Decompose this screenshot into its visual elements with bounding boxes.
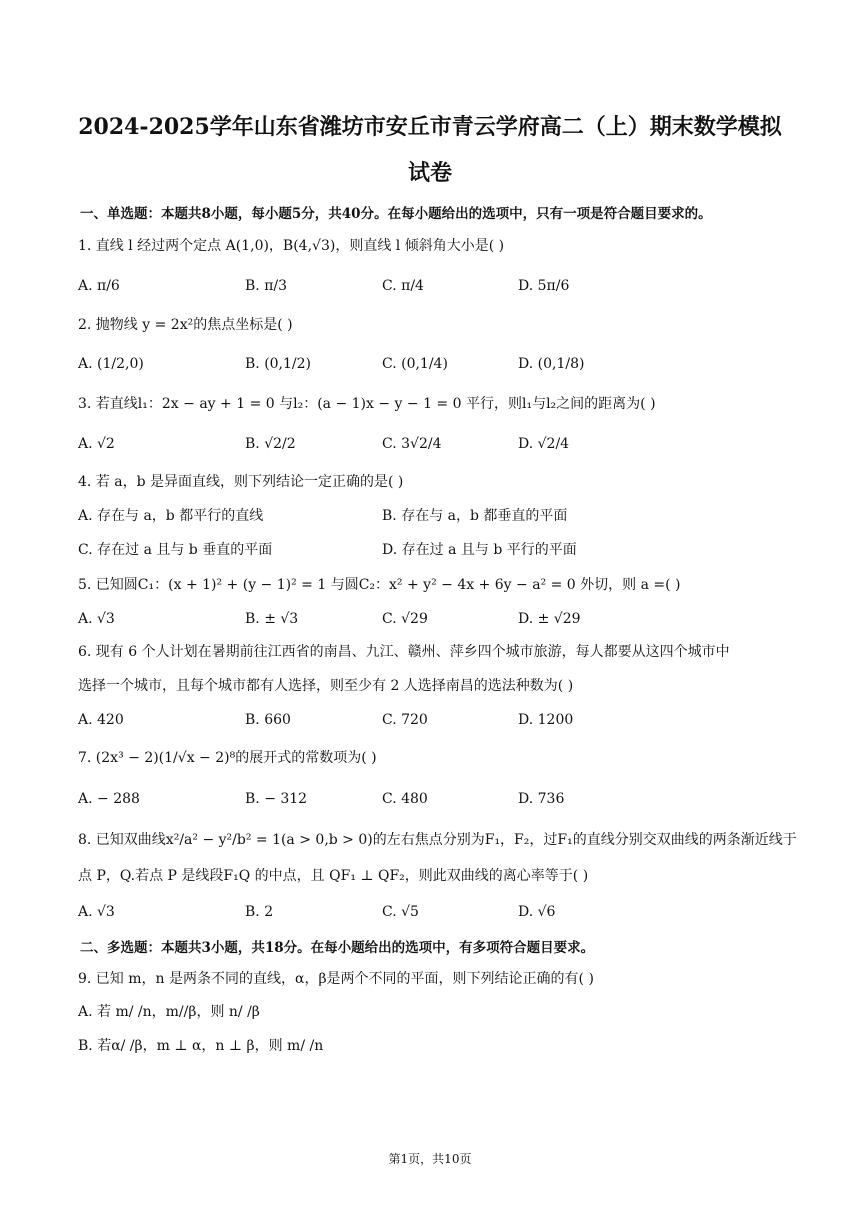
question-9: 9. 已知 m，n 是两条不同的直线，α，β是两个不同的平面，则下列结论正确的有( ) bbox=[78, 971, 594, 987]
question-7: 7. (2x³ − 2)(1/√x − 2)⁸的展开式的常数项为( ) bbox=[78, 750, 377, 766]
q4-option-c: C. 存在过 a 且与 b 垂直的平面 bbox=[78, 542, 273, 558]
q2-option-b: B. (0,1/2) bbox=[245, 356, 312, 372]
question-8-line-1: 8. 已知双曲线x²/a² − y²/b² = 1(a > 0,b > 0)的左右焦点分别为F₁，F₂，过F₁的直线分别交双曲线的两条渐近线于 bbox=[78, 832, 797, 848]
q1-option-c: C. π/4 bbox=[382, 278, 424, 294]
page-footer: 第1页，共10页 bbox=[388, 1152, 472, 1166]
q2-option-c: C. (0,1/4) bbox=[382, 356, 448, 372]
q5-option-d: D. ± √29 bbox=[518, 611, 581, 627]
section-multi-choice: 二、多选题：本题共3小题，共18分。在每小题给出的选项中，有多项符合题目要求。 bbox=[80, 940, 595, 956]
q1-option-d: D. 5π/6 bbox=[518, 278, 570, 294]
q7-option-b: B. − 312 bbox=[245, 791, 308, 807]
q6-option-b: B. 660 bbox=[245, 712, 291, 728]
q9-option-a: A. 若 m/ /n，m//β，则 n/ /β bbox=[78, 1004, 260, 1020]
section-single-choice: 一、单选题：本题共8小题，每小题5分，共40分。在每小题给出的选项中，只有一项是符合题目要求的。 bbox=[80, 206, 712, 222]
q6-option-d: D. 1200 bbox=[518, 712, 574, 728]
q3-option-d: D. √2/4 bbox=[518, 436, 570, 452]
q5-option-b: B. ± √3 bbox=[245, 611, 299, 627]
title-line-2: 试卷 bbox=[407, 160, 452, 186]
q4-option-b: B. 存在与 a，b 都垂直的平面 bbox=[382, 508, 568, 524]
question-4: 4. 若 a，b 是异面直线，则下列结论一定正确的是( ) bbox=[78, 474, 404, 490]
q7-option-d: D. 736 bbox=[518, 791, 565, 807]
q3-option-c: C. 3√2/4 bbox=[382, 436, 442, 452]
q2-option-a: A. (1/2,0) bbox=[78, 356, 144, 372]
q5-option-a: A. √3 bbox=[78, 611, 115, 627]
q3-option-a: A. √2 bbox=[78, 436, 115, 452]
question-5: 5. 已知圆C₁：(x + 1)² + (y − 1)² = 1 与圆C₂：x² + y² − 4x + 6y − a² = 0 外切，则 a =( ) bbox=[78, 577, 681, 593]
q7-option-a: A. − 288 bbox=[78, 791, 140, 807]
q5-option-c: C. √29 bbox=[382, 611, 428, 627]
q8-option-c: C. √5 bbox=[382, 904, 419, 920]
question-8-line-2: 点 P，Q.若点 P 是线段F₁Q 的中点，且 QF₁ ⊥ QF₂，则此双曲线的离心率等于( ) bbox=[78, 868, 589, 884]
question-6-line-2: 选择一个城市，且每个城市都有人选择，则至少有 2 人选择南昌的选法种数为( ) bbox=[78, 678, 574, 694]
question-1: 1. 直线 l 经过两个定点 A(1,0)，B(4,√3)，则直线 l 倾斜角大小是( ) bbox=[78, 238, 505, 254]
q1-option-b: B. π/3 bbox=[245, 278, 288, 294]
title-line-1: 2024-2025学年山东省潍坊市安丘市青云学府高二（上）期末数学模拟 bbox=[78, 114, 782, 140]
q4-option-a: A. 存在与 a，b 都平行的直线 bbox=[78, 508, 264, 524]
q2-option-d: D. (0,1/8) bbox=[518, 356, 585, 372]
question-6-line-1: 6. 现有 6 个人计划在暑期前往江西省的南昌、九江、赣州、萍乡四个城市旅游，每人都要从这四个城市中 bbox=[78, 644, 730, 660]
q4-option-d: D. 存在过 a 且与 b 平行的平面 bbox=[382, 542, 577, 558]
q1-option-a: A. π/6 bbox=[78, 278, 120, 294]
question-2: 2. 抛物线 y = 2x²的焦点坐标是( ) bbox=[78, 317, 293, 333]
q6-option-a: A. 420 bbox=[78, 712, 124, 728]
q6-option-c: C. 720 bbox=[382, 712, 428, 728]
q3-option-b: B. √2/2 bbox=[245, 436, 296, 452]
q8-option-a: A. √3 bbox=[78, 904, 115, 920]
q7-option-c: C. 480 bbox=[382, 791, 428, 807]
question-3: 3. 若直线l₁：2x − ay + 1 = 0 与l₂：(a − 1)x − y − 1 = 0 平行，则l₁与l₂之间的距离为( ) bbox=[78, 396, 656, 412]
q8-option-b: B. 2 bbox=[245, 904, 274, 920]
q9-option-b: B. 若α/ /β，m ⊥ α，n ⊥ β，则 m/ /n bbox=[78, 1038, 324, 1054]
q8-option-d: D. √6 bbox=[518, 904, 556, 920]
